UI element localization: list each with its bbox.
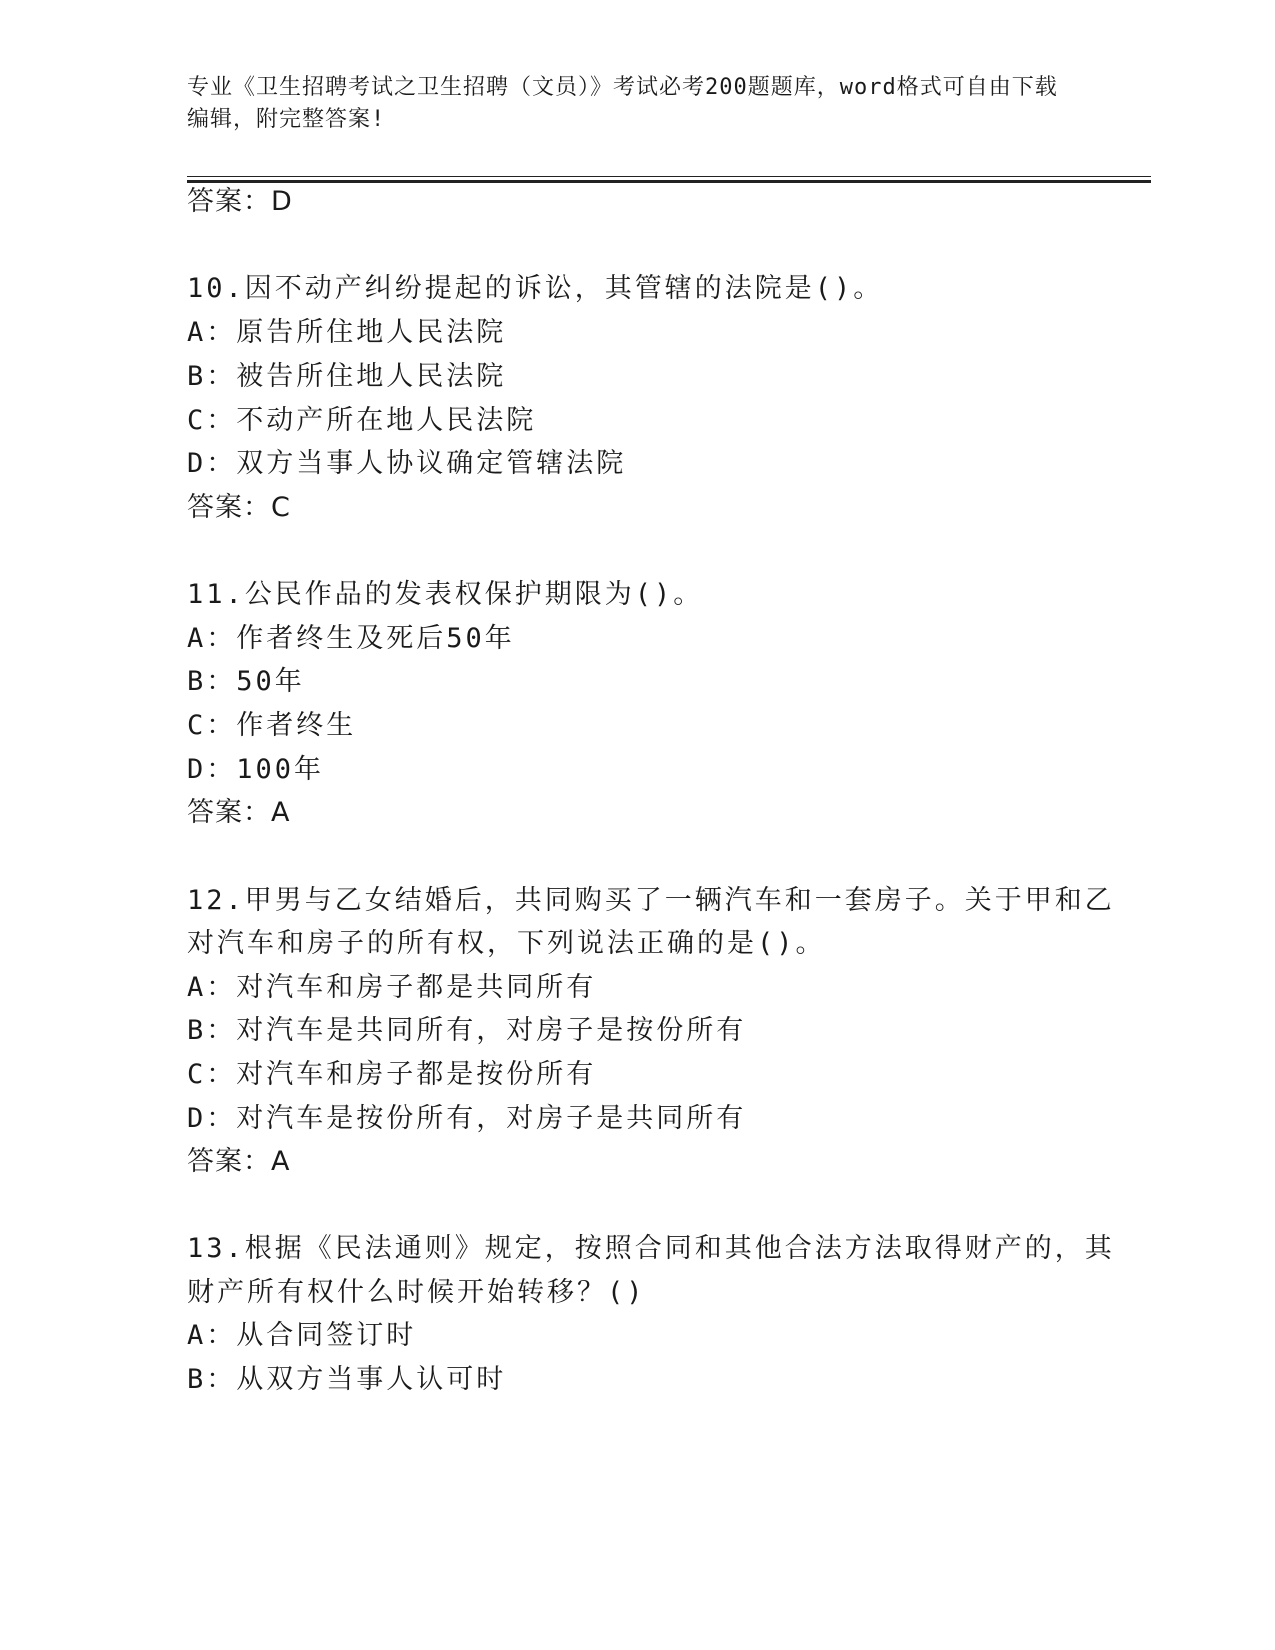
answer-prev: 答案：D xyxy=(187,186,293,217)
question-12-stem-line-2: 对汽车和房子的所有权，下列说法正确的是()。 xyxy=(187,928,826,959)
question-13-stem-line-2: 财产所有权什么时候开始转移？() xyxy=(187,1277,646,1308)
question-11-answer: 答案：A xyxy=(187,797,291,828)
header-rule-thick xyxy=(187,180,1151,183)
question-11-option-b: B：50年 xyxy=(187,666,305,697)
question-11-option-d: D：100年 xyxy=(187,754,325,785)
question-12-option-b: B：对汽车是共同所有，对房子是按份所有 xyxy=(187,1015,747,1046)
question-11-option-c: C：作者终生 xyxy=(187,710,357,741)
document-header: 专业《卫生招聘考试之卫生招聘（文员）》考试必考200题题库，word格式可自由下载编辑，附完整答案! xyxy=(187,75,1058,132)
question-13-stem-line-1: 13.根据《民法通则》规定，按照合同和其他合法方法取得财产的，其 xyxy=(187,1233,1115,1264)
question-12-option-c: C：对汽车和房子都是按份所有 xyxy=(187,1059,597,1090)
header-rule-thin xyxy=(187,176,1151,177)
question-12-option-d: D：对汽车是按份所有，对房子是共同所有 xyxy=(187,1103,747,1134)
question-11-stem: 11.公民作品的发表权保护期限为()。 xyxy=(187,579,704,610)
question-10-option-b: B：被告所住地人民法院 xyxy=(187,361,507,392)
question-11-option-a: A：作者终生及死后50年 xyxy=(187,623,515,654)
question-12-stem-line-1: 12.甲男与乙女结婚后，共同购买了一辆汽车和一套房子。关于甲和乙 xyxy=(187,885,1115,916)
question-13-option-a: A：从合同签订时 xyxy=(187,1320,417,1351)
question-10-stem: 10.因不动产纠纷提起的诉讼，其管辖的法院是()。 xyxy=(187,273,884,304)
question-10-answer: 答案：C xyxy=(187,492,291,523)
question-12-option-a: A：对汽车和房子都是共同所有 xyxy=(187,972,597,1003)
question-10-option-a: A：原告所住地人民法院 xyxy=(187,317,507,348)
question-12-answer: 答案：A xyxy=(187,1146,291,1177)
question-13-option-b: B：从双方当事人认可时 xyxy=(187,1364,507,1395)
question-10-option-d: D：双方当事人协议确定管辖法院 xyxy=(187,448,627,479)
question-10-option-c: C：不动产所在地人民法院 xyxy=(187,405,537,436)
